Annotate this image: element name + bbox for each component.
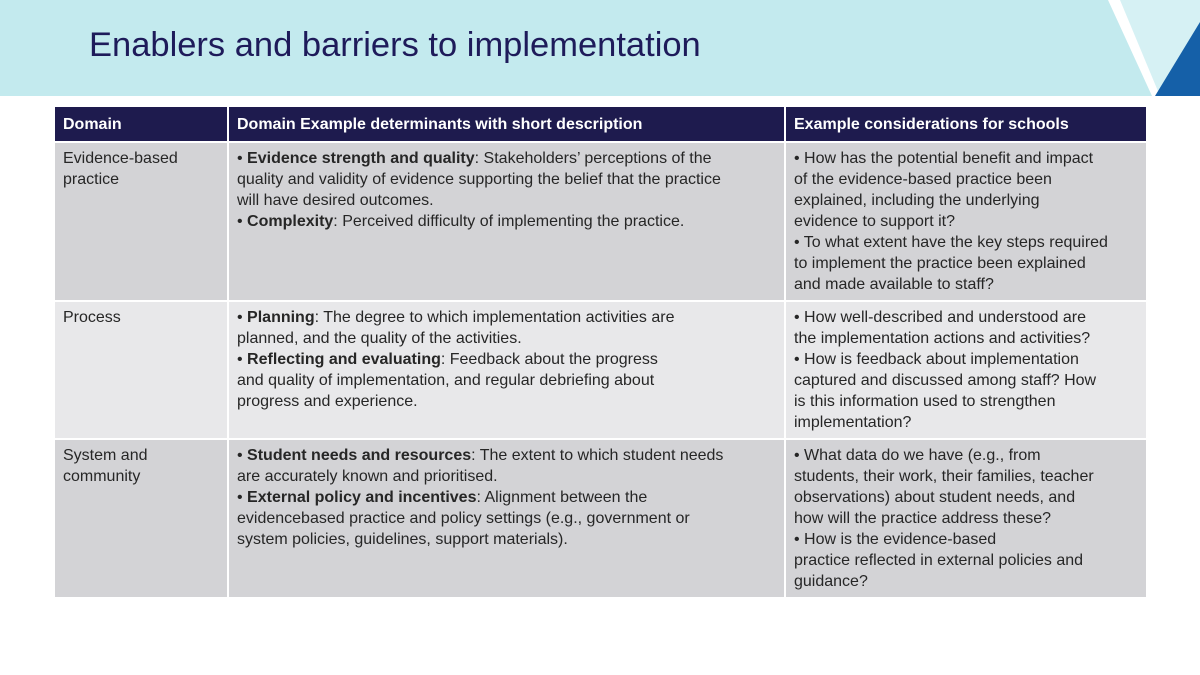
domain-text: System and <box>63 447 148 464</box>
table-row <box>55 301 1146 439</box>
determinant-line: quality and validity of evidence supporting the belief that the practice <box>237 171 721 188</box>
determinant-line: planned, and the quality of the activities. <box>237 330 522 347</box>
consideration-line: practice reflected in external policies and <box>794 552 1084 569</box>
table-header-row <box>55 107 1146 142</box>
determinant-name: Complexity <box>247 213 334 230</box>
determinant-name: Planning <box>247 309 315 326</box>
consideration-line: evidence to support it? <box>794 213 955 230</box>
consideration-line: and made available to staff? <box>794 276 994 293</box>
consideration-line: how will the practice address these? <box>794 510 1052 527</box>
determinant-line: will have desired outcomes. <box>237 192 434 209</box>
determinants-cell <box>228 142 785 301</box>
consideration-line: captured and discussed among staff? How <box>794 372 1097 389</box>
determinant-line: and quality of implementation, and regular debriefing about <box>237 372 655 389</box>
page-title: Enablers and barriers to implementation <box>89 26 701 64</box>
table-row <box>55 439 1146 598</box>
determinant-name: Evidence strength and quality <box>247 150 475 167</box>
consideration-line: to implement the practice been explained <box>794 255 1086 272</box>
determinant-line: progress and experience. <box>237 393 418 410</box>
determinants-table <box>55 107 1146 599</box>
table-row <box>55 142 1146 301</box>
domain-cell <box>55 439 228 598</box>
domain-text: Process <box>63 309 121 326</box>
domain-text: practice <box>63 171 120 188</box>
consideration-line: • To what extent have the key steps required <box>794 234 1108 251</box>
determinant-line: system policies, guidelines, support materials). <box>237 531 568 548</box>
consideration-line: guidance? <box>794 573 868 590</box>
determinant-name: External policy and incentives <box>247 489 477 506</box>
consideration-line: • How has the potential benefit and impact <box>794 150 1094 167</box>
consideration-line: implementation? <box>794 414 912 431</box>
domain-text: Evidence-based <box>63 150 178 167</box>
domain-cell <box>55 301 228 439</box>
considerations-cell <box>785 142 1146 301</box>
domain-text: community <box>63 468 141 485</box>
header-determinants: Domain Example determinants with short description <box>228 107 785 142</box>
determinant-line: evidencebased practice and policy settings (e.g., government or <box>237 510 690 527</box>
header-considerations: Example considerations for schools <box>785 107 1146 142</box>
consideration-line: students, their work, their families, teacher <box>794 468 1094 485</box>
determinant-line: are accurately known and prioritised. <box>237 468 498 485</box>
consideration-line: • What data do we have (e.g., from <box>794 447 1041 464</box>
determinant-line: • Planning: The degree to which implementation activities are <box>237 309 675 326</box>
title-banner <box>0 0 1200 96</box>
considerations-cell <box>785 301 1146 439</box>
consideration-line: the implementation actions and activities? <box>794 330 1091 347</box>
determinant-line: • External policy and incentives: Alignment between the <box>237 489 648 506</box>
consideration-line: explained, including the underlying <box>794 192 1040 209</box>
consideration-line: • How is feedback about implementation <box>794 351 1079 368</box>
consideration-line: • How is the evidence-based <box>794 531 997 548</box>
determinant-line: • Student needs and resources: The extent to which student needs <box>237 447 724 464</box>
determinants-cell <box>228 301 785 439</box>
determinants-cell <box>228 439 785 598</box>
consideration-line: observations) about student needs, and <box>794 489 1076 506</box>
domain-cell <box>55 142 228 301</box>
consideration-line: of the evidence-based practice been <box>794 171 1052 188</box>
determinant-line: • Complexity: Perceived difficulty of implementing the practice. <box>237 213 685 230</box>
consideration-line: is this information used to strengthen <box>794 393 1056 410</box>
determinant-name: Reflecting and evaluating <box>247 351 441 368</box>
determinant-name: Student needs and resources <box>247 447 472 464</box>
considerations-cell <box>785 439 1146 598</box>
header-domain: Domain <box>55 107 228 142</box>
determinant-line: • Evidence strength and quality: Stakeholders’ perceptions of the <box>237 150 712 167</box>
determinant-line: • Reflecting and evaluating: Feedback about the progress <box>237 351 658 368</box>
consideration-line: • How well-described and understood are <box>794 309 1086 326</box>
